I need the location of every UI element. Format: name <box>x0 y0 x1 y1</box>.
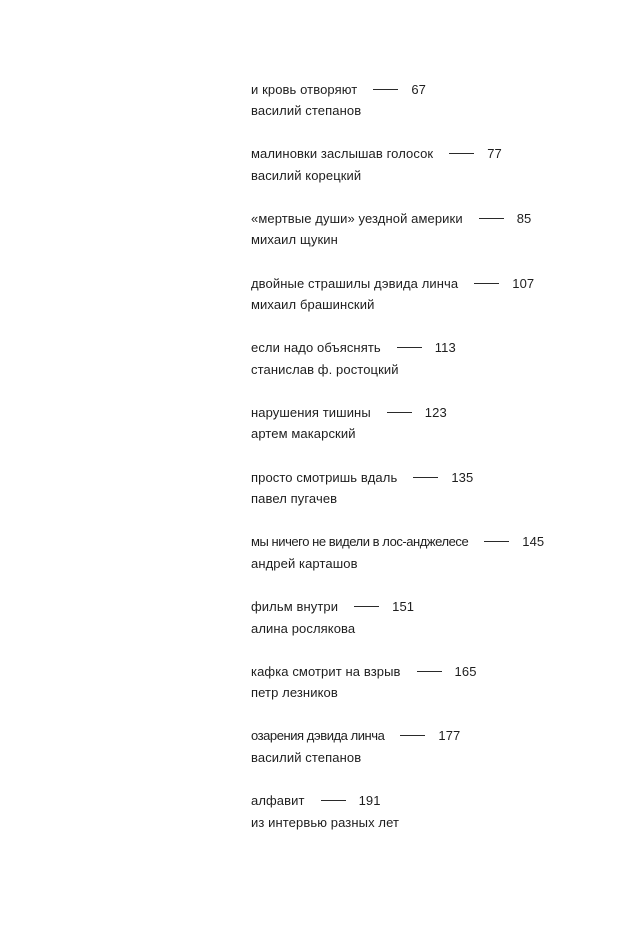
toc-entry <box>251 597 544 662</box>
toc-entry <box>251 208 544 273</box>
toc-leader-dash <box>373 89 398 90</box>
toc-entry-title: мы ничего не видели в лос-анджелесе <box>251 534 469 550</box>
toc-entry-title: если надо объяснять <box>251 340 381 356</box>
toc-entry-title: и кровь отворяют <box>251 81 358 97</box>
toc-entry-title: озарения дэвида линча <box>251 728 385 744</box>
toc-entry-page-number: 85 <box>516 210 532 226</box>
toc-entry-page-number: 165 <box>454 663 477 679</box>
table-of-contents <box>251 79 544 855</box>
toc-entry-title: нарушения тишины <box>251 404 371 420</box>
toc-entry-page-number: 77 <box>487 146 502 162</box>
toc-entry-author: василий корецкий <box>251 167 362 183</box>
toc-entry-title: «мертвые души» уездной америки <box>251 210 463 226</box>
toc-entry-line <box>251 79 544 99</box>
toc-entry <box>251 532 544 597</box>
toc-leader-dash <box>387 412 412 413</box>
toc-leader-dash <box>397 347 422 348</box>
toc-leader-dash <box>321 800 346 801</box>
toc-entry-line <box>251 597 544 617</box>
toc-entry <box>251 79 544 144</box>
toc-entry-page-number: 151 <box>392 599 415 614</box>
toc-entry-page-number: 145 <box>522 534 545 550</box>
toc-entry-author: василий степанов <box>251 749 362 765</box>
toc-entry <box>251 273 544 338</box>
toc-entry <box>251 467 544 532</box>
toc-entry-author: петр лезников <box>251 685 338 701</box>
toc-entry-line <box>251 791 544 811</box>
toc-entry-line <box>251 467 544 487</box>
toc-entry-page-number: 67 <box>411 81 427 97</box>
toc-entry-line <box>251 338 544 358</box>
toc-leader-dash <box>474 283 499 284</box>
toc-entry-line <box>251 726 544 746</box>
toc-entry-title: двойные страшилы дэвида линча <box>251 275 459 291</box>
toc-entry-line <box>251 144 544 164</box>
toc-entry-page-number: 123 <box>424 404 447 420</box>
toc-entry-title: кафка смотрит на взрыв <box>251 663 401 679</box>
toc-entry <box>251 661 544 726</box>
toc-entry-author: василий степанов <box>251 103 362 118</box>
toc-entry-author: михаил щукин <box>251 232 338 248</box>
toc-entry-author: станислав ф. ростоцкий <box>251 361 399 377</box>
toc-entry-page-number: 107 <box>512 275 535 291</box>
toc-entry <box>251 402 544 467</box>
toc-entry-title: малиновки заслышав голосок <box>251 146 434 162</box>
toc-entry-author: артем макарский <box>251 426 356 442</box>
toc-entry-author: павел пугачев <box>251 491 338 507</box>
toc-entry-author: михаил брашинский <box>251 297 375 313</box>
toc-entry-page-number: 113 <box>434 340 456 356</box>
toc-entry-line <box>251 402 544 422</box>
toc-entry-line <box>251 532 544 552</box>
toc-leader-dash <box>417 671 442 672</box>
toc-entry-page-number: 177 <box>438 728 461 744</box>
toc-entry-title: просто смотришь вдаль <box>251 469 398 485</box>
toc-entry <box>251 144 544 209</box>
toc-entry-line <box>251 273 544 293</box>
toc-entry-author: андрей карташов <box>251 555 358 571</box>
toc-leader-dash <box>400 735 425 736</box>
toc-leader-dash <box>354 606 379 607</box>
toc-leader-dash <box>449 153 474 154</box>
toc-entry-page-number: 191 <box>358 793 381 809</box>
toc-leader-dash <box>413 477 438 478</box>
toc-entry-line <box>251 208 544 228</box>
toc-entry-author: из интервью разных лет <box>251 814 400 830</box>
toc-leader-dash <box>484 541 509 542</box>
toc-entry <box>251 726 544 791</box>
toc-entry-author: алина рослякова <box>251 620 356 636</box>
toc-entry-page-number: 135 <box>451 469 474 485</box>
toc-entry <box>251 791 544 856</box>
toc-leader-dash <box>479 218 504 219</box>
toc-entry-title: фильм внутри <box>251 599 339 614</box>
toc-entry-line <box>251 661 544 681</box>
toc-entry <box>251 338 544 403</box>
toc-entry-title: алфавит <box>251 793 305 809</box>
